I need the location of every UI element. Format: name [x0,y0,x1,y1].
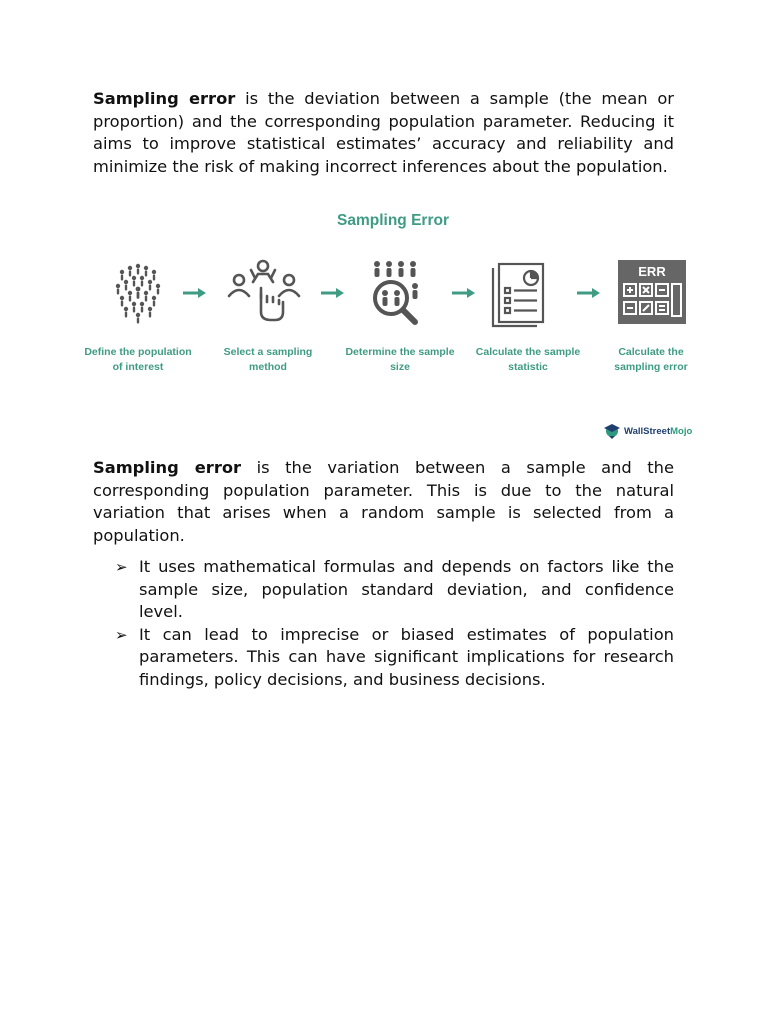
err-calculator-icon [608,258,698,328]
globe-logo-icon [603,422,621,440]
bullet-text: It can lead to imprecise or biased estimates of population parameters. This can have significant implications for research findings, policy decisions, and business decisions. [139,624,674,689]
intro-paragraph [93,88,674,178]
step-label-calc-error: Calculate the sampling error [614,346,688,373]
step-label-select: Select a sampling method [223,346,313,373]
arrow-icon [181,287,207,299]
report-chart-icon [483,258,573,328]
bullet-list [115,556,674,691]
intro-text: is the deviation between a sample (the mean or proportion) and the corresponding population parameter. Reducing it aims to improve statistical estimates’ accuracy and reliability and minimize the risk of making incorrect inferences about the population. [93,89,674,176]
list-item [115,624,674,692]
err-display: ERR [638,264,666,279]
definition-text: is the variation between a sample and the corresponding population parameter. This is due to the natural variation that arises when a random sample is selected from a population. [93,458,675,545]
intro-term: Sampling error [93,89,236,108]
step-label-calc-statistic: Calculate the sample statistic [475,346,581,373]
brand-name [624,426,692,437]
infographic-title: Sampling Error [337,212,449,229]
step-label-define: Define the population of interest [84,346,192,373]
arrow-bullet-icon: ➢ [115,558,128,576]
brand-part-2: Mojo [670,425,693,437]
brand-logo [603,421,692,441]
crowd-icon [93,258,183,328]
definition-paragraph [93,457,674,547]
select-people-icon [223,258,313,328]
arrow-icon [319,287,345,299]
arrow-bullet-icon: ➢ [115,625,128,644]
step-label-determine: Determine the sample size [345,346,455,373]
arrow-icon [575,287,601,299]
sampling-error-infographic [84,208,703,448]
magnifier-people-icon [355,258,445,328]
brand-part-1: WallStreet [624,425,671,437]
bullet-text: It uses mathematical formulas and depends on factors like the sample size, population standard deviation, and confidence level. [139,557,674,621]
definition-term: Sampling error [93,458,242,477]
list-item [115,556,674,624]
arrow-icon [450,287,476,299]
